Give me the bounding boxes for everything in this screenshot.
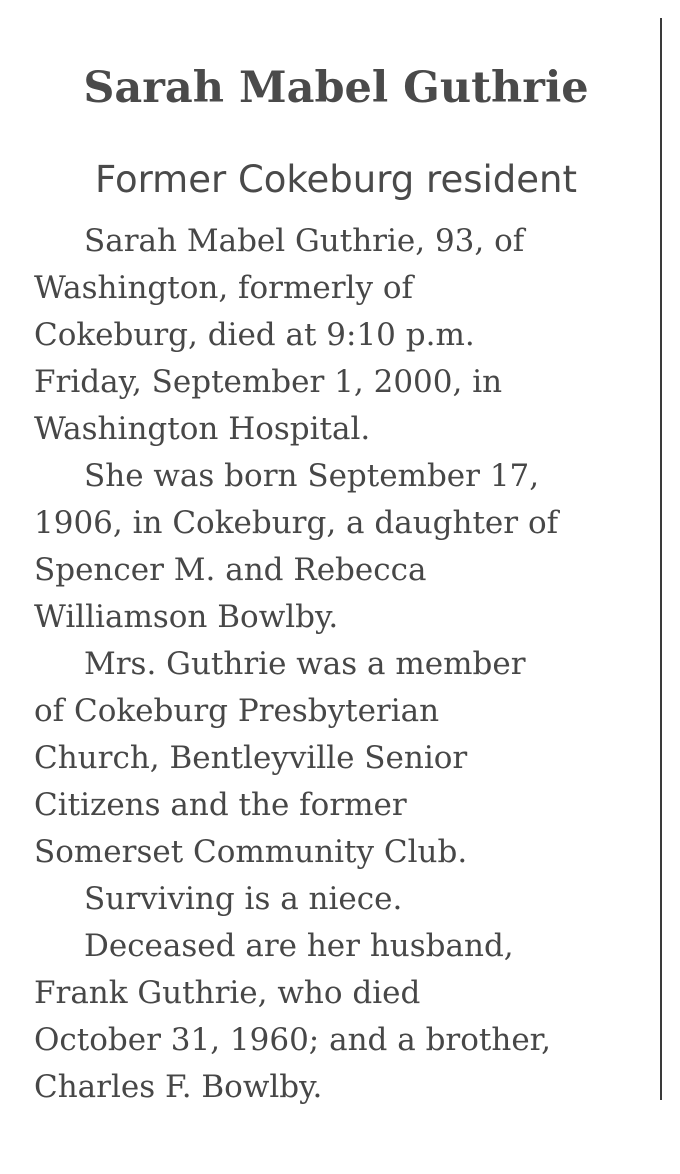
obituary-body [34, 218, 656, 1111]
body-line: Mrs. Guthrie was a member [84, 646, 526, 682]
body-line: Williamson Bowlby. [34, 599, 339, 635]
body-line: Friday, September 1, 2000, in [34, 364, 503, 400]
body-line: Frank Guthrie, who died [34, 975, 421, 1011]
subhead: Former Cokeburg resident [95, 158, 577, 201]
body-line: Church, Bentleyville Senior [34, 740, 468, 776]
body-line: Somerset Community Club. [34, 834, 468, 870]
body-line: 1906, in Cokeburg, a daughter of [34, 505, 559, 541]
body-line: Washington, formerly of [34, 270, 413, 306]
body-line: Spencer M. and Rebecca [34, 552, 427, 588]
body-line: Cokeburg, died at 9:10 p.m. [34, 317, 475, 353]
body-line: She was born September 17, [84, 458, 540, 494]
headline: Sarah Mabel Guthrie [83, 63, 589, 113]
body-line: Washington Hospital. [34, 411, 371, 447]
body-line: October 31, 1960; and a brother, [34, 1022, 551, 1058]
body-line: Surviving is a niece. [84, 881, 403, 917]
body-line: Sarah Mabel Guthrie, 93, of [84, 223, 525, 259]
body-line: Charles F. Bowlby. [34, 1069, 323, 1105]
body-line: Deceased are her husband, [84, 928, 514, 964]
body-line: Citizens and the former [34, 787, 407, 823]
body-line: of Cokeburg Presbyterian [34, 693, 440, 729]
